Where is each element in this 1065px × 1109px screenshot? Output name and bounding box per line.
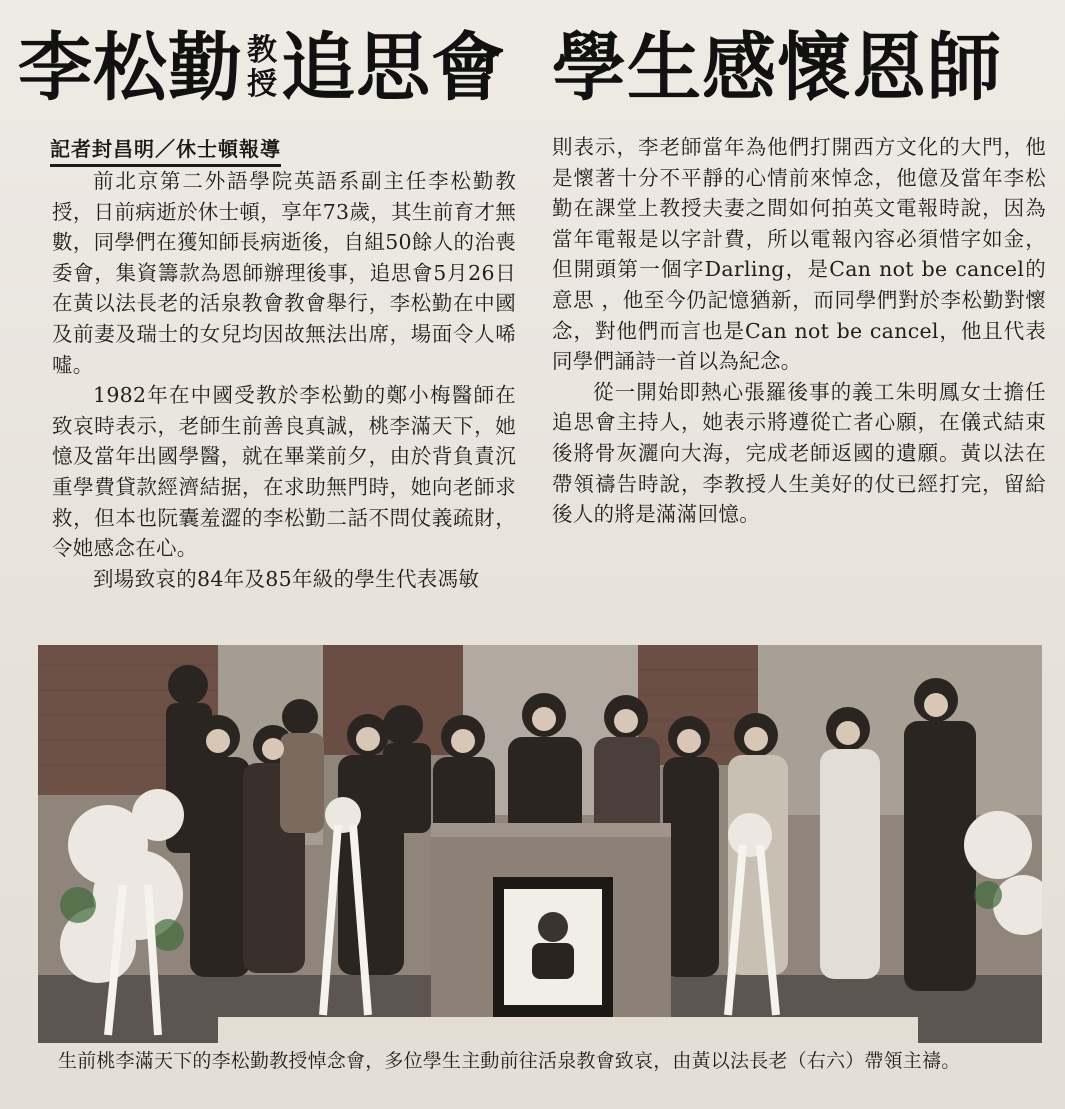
paragraph: 到場致哀的84年及85年級的學生代表馮敏 (93, 566, 480, 591)
headline-subject: 學生感懷恩師 (552, 25, 1002, 111)
article-column-right (552, 132, 1046, 530)
paragraph: 1982年在中國受教於李松勤的鄭小梅醫師在致哀時表示，老師生前善良真誠，桃李滿天下，她憶及當年出國學醫，就在畢業前夕，由於背負責沉重學費貸款經濟結据，在求助無門時，她向老師求救，但本也阮囊羞澀的李松勤二話不問仗義疏財，令她感念在心。 (52, 383, 516, 561)
headline (18, 12, 1058, 124)
memorial-group-photo (38, 645, 1042, 1043)
headline-title-stack (247, 34, 277, 102)
photo-caption: 生前桃李滿天下的李松勤教授悼念會，多位學生主動前往活泉教會致哀，由黃以法長老（右六）帶領主禱。 (58, 1050, 961, 1072)
headline-title-bottom: 授 (247, 67, 277, 102)
headline-title-top: 教 (247, 33, 277, 68)
paragraph: 從一開始即熱心張羅後事的義工朱明鳳女士擔任追思會主持人，她表示將遵從亡者心願，在儀式結束後將骨灰灑向大海，完成老師返國的遺願。黃以法在帶領禱告時說，李教授人生美好的仗已經打完，留給後人的將是滿滿回憶。 (552, 379, 1046, 527)
headline-event: 追思會 (281, 25, 506, 111)
paragraph: 前北京第二外語學院英語系副主任李松勤教授，日前病逝於休士頓，享年73歲，其生前育才無數，同學們在獲知師長病逝後，自組50餘人的治喪委會，集資籌款為恩師辦理後事，追思會5月26日在黃以法長老的活泉教會教會舉行，李松勤在中國及前妻及瑞士的女兒均因故無法出席，場面令人唏噓。 (52, 169, 516, 377)
paragraph: 則表示，李老師當年為他們打開西方文化的大門，他是懷著十分不平靜的心情前來悼念，他億及當年李松勤在課堂上教授夫妻之間如何拍英文電報時說，因為當年電報是以字計費，所以電報內容必須惜字如金，但開頭第一個字Darling，是Can not be cancel的意思 ，他至今仍記憶猶新，而同學們對於李松勤對懷念，對他們而言也是Can not be cancel，他且代表同學們誦詩一首以為紀念。 (552, 135, 1046, 374)
byline: 記者封昌明／休士頓報導 (50, 133, 281, 167)
article-column-left (52, 166, 516, 594)
photo-illustration (38, 645, 1042, 1043)
headline-name: 李松勤 (18, 25, 243, 111)
